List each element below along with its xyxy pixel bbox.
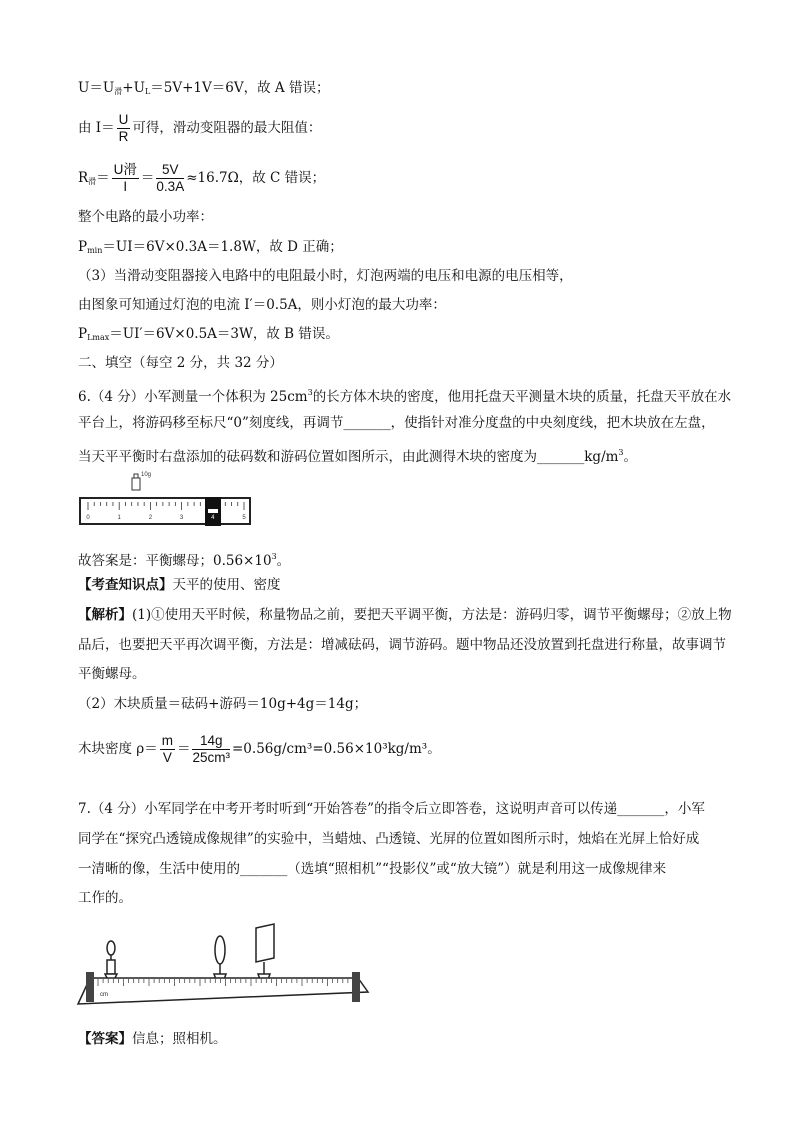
sol5-line-4: 整个电路的最小功率： — [78, 209, 213, 225]
q6-line-1: 6.（4 分）小军测量一个体积为 $25cm^3$的长方体木块的密度，他用托盘天平测量木块的质量，托盘天平放在水 — [78, 388, 732, 405]
sol5-line-6: （3）当滑动变阻器接入电路中的电阻最小时，灯泡两端的电压和电源的电压相等， — [78, 268, 573, 284]
balance-scale-figure — [78, 468, 254, 530]
scale-bar — [80, 498, 250, 524]
q6-line-2: 平台上，将游码移至标尺“0”刻度线，再调节_______，使指针对准分度盘的中央刻度线，把木块放在左盘， — [78, 415, 715, 431]
q7-line-2: 同学在“探究凸透镜成像规律”的实验中，当蜡烛、凸透镜、光屏的位置如图所示时，烛焰在光屏上恰好成 — [78, 831, 700, 847]
q7-answer: 【答案】信息；照相机。 — [78, 1031, 227, 1047]
q6-density-formula: 木块密度 ρ＝ $\frac{m}{V}$ ＝ $\frac{14g}{\text{25cm³}}$ =0.56g/cm³=0.56×10³kg/m³。 — [78, 733, 441, 765]
convex-lens-icon — [214, 936, 226, 982]
optical-bench-rail — [78, 978, 368, 1004]
sol5-line-5: $P_{min}=UI=6V\times 0.3A=1.8W$，故 D 正确； — [78, 239, 343, 255]
sol5-line-3: $R_滑=$ $\frac{\text{U滑}}{I}$ ＝ $\frac{5V}{0.3A}$ ≈16.7Ω，故 C 错误； — [78, 162, 326, 194]
q7-line-3: 一清晰的像，生活中使用的_______（选填“照相机”“投影仪”或“放大镜”）就是利用这一成像规律来 — [78, 861, 667, 877]
fraction-m-over-v: $\frac{m}{V}$ — [161, 733, 173, 765]
scale-tick-label: 2 — [148, 515, 153, 521]
optical-bench-figure — [76, 920, 372, 1012]
fraction-u-slide-over-i: $\frac{\text{U滑}}{I}$ — [113, 162, 137, 194]
scale-tick-label: 0 — [86, 515, 90, 521]
q6-analysis-line-4: （2）木块质量＝砝码+游码＝10g+4g＝14g； — [78, 696, 368, 712]
sol5-line-7: 由图象可知通过灯泡的电流 I′＝0.5A，则小灯泡的最大功率： — [78, 297, 446, 313]
scale-tick-label: 3 — [179, 515, 184, 521]
bench-right-foot — [352, 972, 360, 1002]
q6-answer: 故答案是：平衡螺母；$0.56\times 10^3$。 — [78, 552, 291, 569]
bench-unit-label: cm — [100, 992, 108, 998]
sol5-line-1: $U=U_滑+U_L=5V+1V=6V$，故 A 错误； — [78, 80, 330, 96]
bench-left-foot — [86, 972, 94, 1002]
section-heading-fill-in: 二、填空（每空 2 分，共 32 分） — [78, 355, 283, 371]
fraction-14g-over-25cm3: $\frac{14g}{\text{25cm³}}$ — [192, 733, 230, 765]
weight-label: 10g — [141, 472, 152, 478]
weight-icon — [132, 474, 140, 490]
q6-analysis-line-3: 平衡螺母。 — [78, 666, 146, 682]
q6-knowledge-point: 【考查知识点】天平的使用、密度 — [78, 577, 281, 593]
fraction-5v-over-03a: $\frac{5V}{0.3A}$ — [156, 162, 185, 194]
q6-analysis-line-1: 【解析】(1)①使用天平时候，称量物品之前，要把天平调平衡，方法是：游码归零，调节平衡螺母；②放上物 — [78, 607, 732, 623]
q7-line-4: 工作的。 — [78, 890, 132, 906]
q6-analysis-line-2: 品后，也要把天平再次调平衡，方法是：增减砝码，调节游码。题中物品还没放置到托盘进行称量，故事调节 — [78, 637, 726, 653]
scale-tick-label: 4 — [211, 515, 215, 521]
scale-tick-label: 5 — [242, 515, 246, 521]
scale-tick-label: 1 — [117, 515, 121, 521]
light-screen-icon — [256, 924, 274, 982]
fraction-u-over-r: $\frac{U}{R}$ — [118, 112, 129, 144]
q7-line-1: 7.（4 分）小军同学在中考开考时听到“开始答卷”的指令后立即答卷，这说明声音可以传递_______，小军 — [78, 801, 705, 817]
candle-icon — [105, 941, 117, 982]
sol5-line-8: $P_{Lmax}=UI'=6V\times 0.5A=3W$，故 B 错误。 — [78, 326, 339, 342]
q6-line-3: 当天平平衡时右盘添加的砝码数和游码位置如图所示，由此测得木块的密度为$\_\_\_\_\_\_\_kg/m^3$。 — [78, 448, 638, 465]
sol5-line-2: 由 I＝ $\frac{U}{R}$ 可得，滑动变阻器的最大阻值： — [78, 112, 322, 144]
